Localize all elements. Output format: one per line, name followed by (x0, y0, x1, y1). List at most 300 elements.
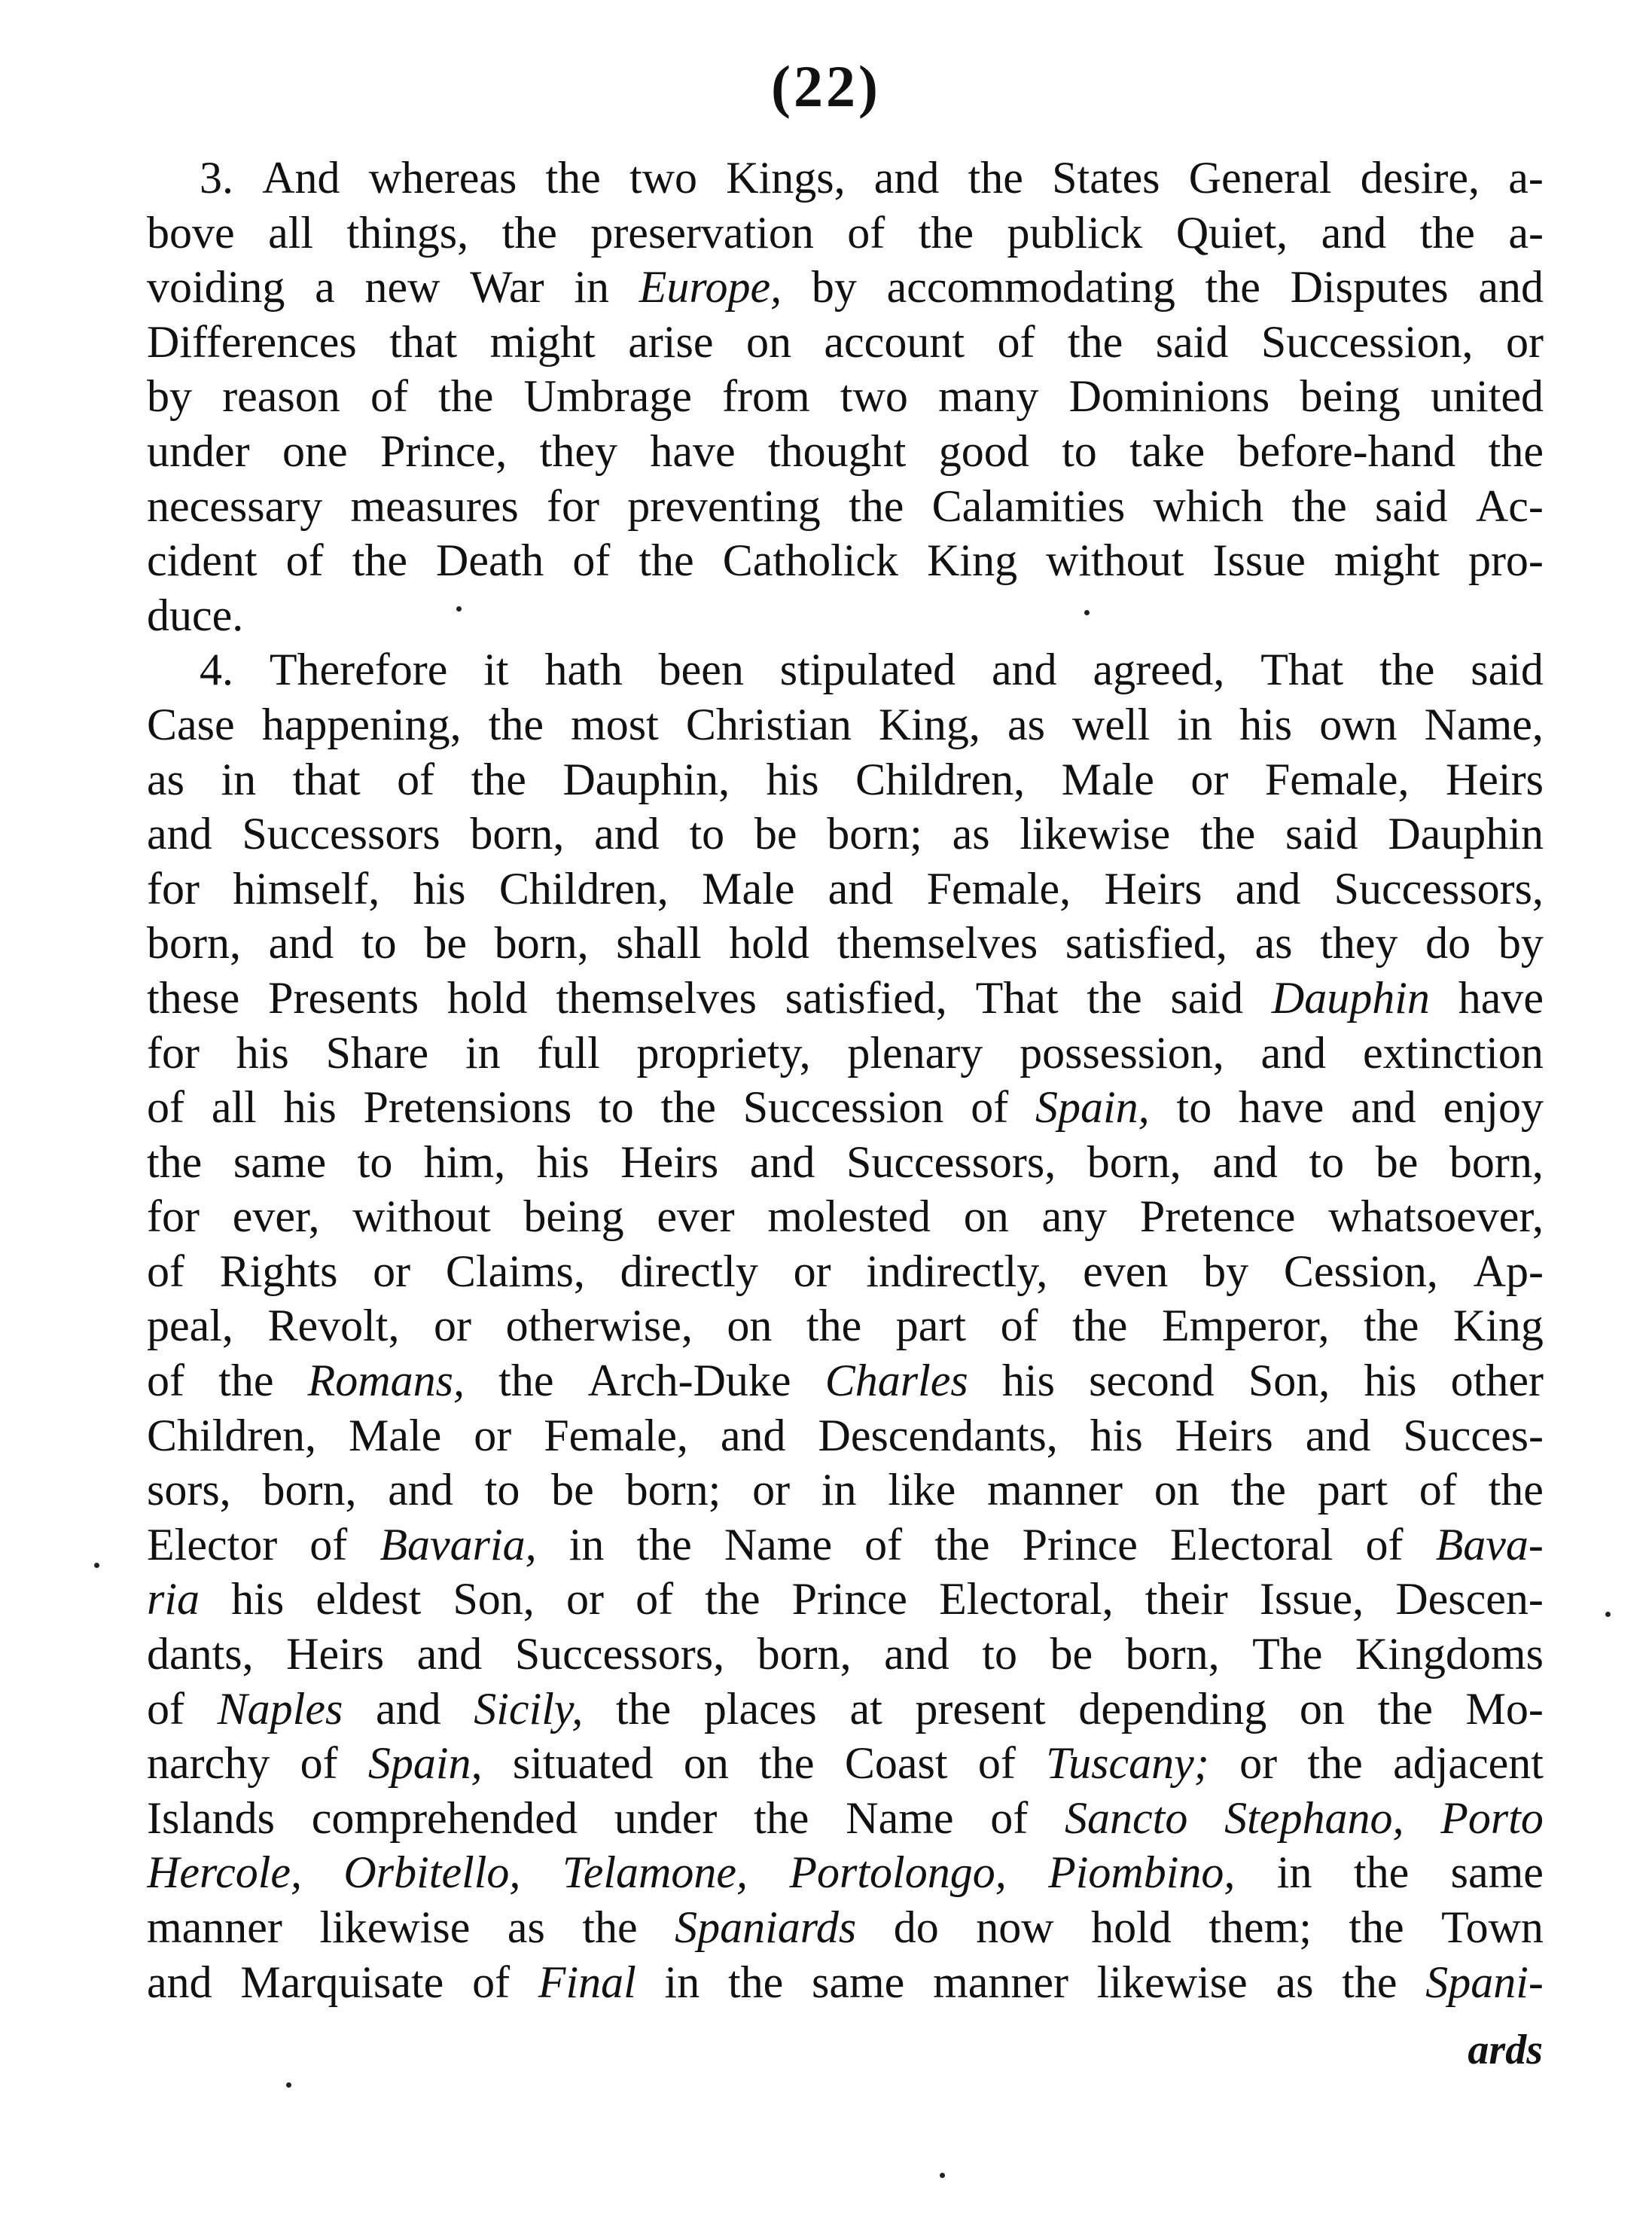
text-line (147, 1955, 1544, 2010)
word: as (507, 1902, 545, 1952)
word: good (938, 426, 1029, 476)
word: War (470, 262, 544, 313)
word: the (1364, 1301, 1419, 1351)
word: Mo- (1465, 1683, 1544, 1734)
word: for (147, 1191, 200, 1242)
word: Arch-Duke (587, 1356, 791, 1406)
word: have (1458, 972, 1544, 1023)
word: General (1188, 153, 1332, 203)
word: Pretence (1139, 1191, 1296, 1242)
word: the (1488, 1465, 1544, 1515)
word: Succession, (1260, 316, 1474, 367)
word: accommodating (886, 262, 1175, 313)
word: and (594, 809, 660, 859)
word: Spaniards (675, 1902, 857, 1952)
word: and (268, 918, 334, 969)
text-line (147, 315, 1544, 370)
word: ria (147, 1574, 200, 1624)
word: the (615, 1683, 672, 1734)
word: the (636, 1519, 692, 1570)
word: two (629, 153, 698, 203)
word: Successors (242, 809, 440, 859)
word: take (1129, 426, 1205, 476)
word: and (1351, 1082, 1416, 1133)
text-line (147, 862, 1544, 917)
word: whatsoever, (1328, 1191, 1544, 1242)
text-line (147, 1572, 1544, 1627)
word: places (703, 1683, 817, 1734)
word: Successors, (846, 1136, 1056, 1187)
word: of (977, 1738, 1016, 1789)
word: a- (1508, 207, 1544, 258)
word: to (982, 1629, 1017, 1679)
word: the (705, 1574, 760, 1624)
word: preservation (590, 207, 814, 258)
word: his (413, 863, 466, 914)
word: them; (1209, 1902, 1312, 1952)
word: that (389, 316, 458, 367)
word: Spani- (1425, 1957, 1544, 2007)
word: Heirs (1104, 863, 1202, 914)
word: Hercole, (147, 1847, 303, 1898)
print-speck (94, 1563, 99, 1568)
word: voiding (147, 262, 285, 313)
word: the (1291, 480, 1347, 531)
word: and (147, 1957, 212, 2007)
word: on (963, 1191, 1009, 1242)
print-speck (1084, 610, 1090, 615)
word: Male (348, 1410, 442, 1460)
word: situated (512, 1738, 654, 1789)
word: of (971, 1082, 1009, 1133)
text-line (147, 206, 1544, 261)
text-line (147, 1135, 1544, 1190)
word: Rights (219, 1246, 338, 1296)
word: that (292, 754, 361, 804)
word: Spain, (367, 1738, 483, 1789)
word: him, (423, 1136, 506, 1187)
word: under (614, 1792, 718, 1843)
word: And (262, 153, 340, 203)
word: Calamities (931, 480, 1126, 531)
text-line (147, 1408, 1544, 1463)
word: or (565, 1574, 604, 1624)
word: manner (987, 1465, 1123, 1515)
word: of (147, 1683, 184, 1734)
word: the (352, 535, 407, 586)
word: all (211, 1082, 257, 1133)
word: depending (1078, 1683, 1267, 1734)
word: Dominions (1068, 371, 1270, 422)
word: many (938, 371, 1039, 422)
word: Orbitello, (343, 1847, 521, 1898)
word: of (572, 535, 611, 586)
word: Cession, (1283, 1246, 1438, 1296)
word: of (472, 1957, 511, 2007)
word: Heirs (1445, 754, 1544, 804)
word: Successors, (514, 1629, 725, 1679)
word: in (574, 262, 609, 313)
word: one (282, 426, 348, 476)
word: of (990, 1792, 1029, 1843)
word: Kings, (726, 153, 846, 203)
word: the (147, 1136, 203, 1187)
word: born, (494, 918, 589, 969)
word: Quiet, (1175, 207, 1288, 258)
word: Town (1441, 1902, 1544, 1952)
word: Revolt, (267, 1301, 400, 1351)
word: hold (1091, 1902, 1172, 1952)
word: satisfied, (1065, 918, 1227, 969)
word: himself, (233, 863, 380, 914)
word: or (752, 1465, 791, 1515)
word: second (1089, 1356, 1215, 1406)
word: molested (767, 1191, 931, 1242)
word: present (915, 1683, 1046, 1734)
text-line (147, 1298, 1544, 1353)
word: and (1305, 1410, 1371, 1460)
word: and (828, 863, 894, 914)
word: of (147, 1356, 184, 1406)
word: for (147, 863, 200, 914)
word: the (660, 1082, 716, 1133)
word: without (1046, 535, 1184, 586)
text-line (147, 1627, 1544, 1682)
word: same (812, 1957, 905, 2007)
word: Presents (268, 972, 419, 1023)
word: the (218, 1356, 274, 1406)
word: Final (538, 1957, 636, 2007)
word: by (1203, 1246, 1249, 1296)
word: and (1321, 207, 1387, 258)
word: indirectly, (866, 1246, 1048, 1296)
word: been (658, 645, 744, 695)
word: pro- (1468, 535, 1544, 586)
word: born, (1449, 1136, 1544, 1187)
word: any (1041, 1191, 1108, 1242)
word: Name (846, 1792, 954, 1843)
word: they (539, 426, 617, 476)
word: at (849, 1683, 882, 1734)
word: united (1430, 371, 1544, 422)
word: likewise (319, 1902, 471, 1952)
word: or (1190, 754, 1229, 804)
word: said (1170, 972, 1244, 1023)
word: ever, (232, 1191, 320, 1242)
word: the (934, 1519, 990, 1570)
word: likewise (1096, 1957, 1248, 2007)
text-line (147, 1189, 1544, 1244)
word: to (1062, 426, 1097, 476)
word: his (283, 1082, 337, 1133)
text-line (147, 1736, 1544, 1791)
word: in (221, 754, 257, 804)
word: his (236, 1027, 289, 1078)
word: on (1154, 1465, 1199, 1515)
word: measures (350, 480, 519, 531)
word: possession, (1020, 1027, 1224, 1078)
word: as (1007, 699, 1045, 749)
word: Succes- (1403, 1410, 1544, 1460)
word: without (352, 1191, 491, 1242)
word: Claims, (445, 1246, 585, 1296)
word: Coast (844, 1738, 948, 1789)
word: now (976, 1902, 1054, 1952)
word: the (968, 153, 1023, 203)
word: the (471, 754, 526, 804)
word: Issue (1212, 535, 1306, 586)
word: Pretensions (363, 1082, 572, 1133)
word: or (1239, 1738, 1278, 1789)
word: to (361, 918, 397, 969)
word: from (722, 371, 810, 422)
word: born; (625, 1465, 721, 1515)
word: his (1090, 1410, 1143, 1460)
word: the (1205, 262, 1260, 313)
text-line (147, 752, 1544, 807)
word: Disputes (1290, 262, 1449, 313)
word: of (1000, 1301, 1038, 1351)
word: cident (147, 535, 258, 586)
word: the (754, 1792, 809, 1843)
word: his (231, 1574, 285, 1624)
word: like (888, 1465, 956, 1515)
word: the (1230, 1465, 1286, 1515)
word: born, (147, 918, 241, 969)
word: new (364, 262, 440, 313)
word: Stephano, (1224, 1792, 1404, 1843)
text-line (147, 971, 1544, 1026)
word: born, (757, 1629, 852, 1679)
word: part (1317, 1465, 1388, 1515)
text-line (147, 1080, 1544, 1135)
text-line (147, 260, 1544, 315)
word: do (1425, 918, 1471, 969)
text-line (147, 588, 1544, 643)
word: same (1450, 1847, 1544, 1898)
word: Europe, (639, 262, 782, 313)
word: comprehended (311, 1792, 578, 1843)
word: Spain, (1035, 1082, 1150, 1133)
word: Piombino, (1048, 1847, 1236, 1898)
word: enjoy (1443, 1082, 1544, 1133)
word: ever (657, 1191, 735, 1242)
word: to (1309, 1136, 1345, 1187)
word: The (1252, 1629, 1323, 1679)
word: and (1478, 262, 1544, 313)
text-line (147, 642, 1544, 697)
text-line (147, 1791, 1544, 1846)
word: Naples (217, 1683, 343, 1734)
word: the (727, 1957, 784, 2007)
word: two (840, 371, 908, 422)
word: of (1365, 1519, 1404, 1570)
word: and (720, 1410, 786, 1460)
word: Heirs (1175, 1410, 1273, 1460)
word: as (952, 809, 990, 859)
word: desire, (1360, 153, 1480, 203)
text-line (147, 1353, 1544, 1408)
word: the (582, 1902, 638, 1952)
word: the (1087, 972, 1142, 1023)
word: King (1452, 1301, 1544, 1351)
word: Son, (1248, 1356, 1330, 1406)
word: Differences (147, 316, 357, 367)
word: peal, (147, 1301, 233, 1351)
word: born; (827, 809, 922, 859)
word: directly (620, 1246, 758, 1296)
word: bove (147, 207, 235, 258)
word: the (759, 1738, 815, 1789)
word: Female, (1264, 754, 1410, 804)
word: most (571, 699, 659, 749)
word: of (397, 754, 435, 804)
word: preventing (627, 480, 821, 531)
word: on (1299, 1683, 1345, 1734)
page-number: (22) (771, 53, 881, 119)
word: Umbrage (523, 371, 692, 422)
word: in (821, 1465, 857, 1515)
word: by (147, 371, 192, 422)
word: Tuscany; (1046, 1738, 1209, 1789)
word: in (568, 1519, 605, 1570)
word: said (1471, 645, 1544, 695)
word: Sancto (1065, 1792, 1188, 1843)
word: said (1155, 316, 1229, 367)
word: Dauphin (1271, 972, 1430, 1023)
word: his (766, 754, 819, 804)
word: hath (544, 645, 623, 695)
word: his (1364, 1356, 1417, 1406)
word: of (997, 316, 1035, 367)
word: be (754, 809, 797, 859)
word: the (501, 207, 557, 258)
word: of (370, 371, 408, 422)
word: Telamone, (562, 1847, 748, 1898)
word: even (1083, 1246, 1169, 1296)
word: to (484, 1465, 520, 1515)
word: well (1072, 699, 1151, 749)
word: part (895, 1301, 967, 1351)
word: as (1276, 1957, 1314, 2007)
word: necessary (147, 480, 323, 531)
word: Catholick (722, 535, 899, 586)
word: Bava- (1435, 1519, 1544, 1570)
word: and (147, 809, 212, 859)
word: other (1450, 1356, 1544, 1406)
word: Kingdoms (1355, 1629, 1544, 1679)
word: the (849, 480, 904, 531)
word: or (474, 1410, 512, 1460)
word: and (1212, 1136, 1278, 1187)
word: That (975, 972, 1059, 1023)
word: of (309, 1519, 348, 1570)
word: and (884, 1629, 949, 1679)
word: or (434, 1301, 472, 1351)
word: Death (436, 535, 544, 586)
word: things, (346, 207, 469, 258)
word: be (551, 1465, 594, 1515)
word: the (1199, 809, 1256, 859)
word: Female, (926, 863, 1071, 914)
word: eldest (315, 1574, 422, 1624)
word: these (147, 972, 240, 1023)
word: the (918, 207, 974, 258)
word: publick (1007, 207, 1143, 258)
word: born, (262, 1465, 357, 1515)
word: have (1239, 1082, 1324, 1133)
word: Therefore (269, 645, 448, 695)
text-line (147, 1244, 1544, 1299)
word: full (537, 1027, 600, 1078)
word: the (1377, 1683, 1433, 1734)
word: the (1307, 1738, 1363, 1789)
word: agreed, (1093, 645, 1225, 695)
word: the (1072, 1301, 1128, 1351)
word: Heirs (620, 1136, 719, 1187)
word: Marquisate (240, 1957, 444, 2007)
word: the (1488, 426, 1544, 476)
word: the (438, 371, 494, 422)
text-line (147, 697, 1544, 752)
word: Descen- (1395, 1574, 1544, 1624)
word: and (375, 1683, 441, 1734)
word: Ap- (1473, 1246, 1544, 1296)
word: Heirs (286, 1629, 385, 1679)
word: and (749, 1136, 815, 1187)
word: the (1342, 1957, 1397, 2007)
word: before-hand (1237, 426, 1456, 476)
word: or (373, 1246, 411, 1296)
word: to (357, 1136, 393, 1187)
word: of (1419, 1465, 1457, 1515)
text-line (147, 916, 1544, 971)
word: or (793, 1246, 831, 1296)
word: by (811, 262, 857, 313)
word: the (1349, 1902, 1404, 1952)
text-line (147, 151, 1544, 206)
word: Christian (685, 699, 852, 749)
word: have (650, 426, 736, 476)
word: Romans, (307, 1356, 465, 1406)
word: the (1353, 1847, 1410, 1898)
word: Elector (147, 1519, 278, 1570)
word: of (847, 207, 885, 258)
word: in (1276, 1847, 1312, 1898)
word: they (1320, 918, 1398, 969)
word: duce. (147, 590, 244, 640)
word: Ac- (1475, 480, 1544, 531)
print-speck (940, 2173, 945, 2178)
text-line (147, 1026, 1544, 1081)
text-line (147, 369, 1544, 424)
word: stipulated (779, 645, 956, 695)
word: thought (768, 426, 907, 476)
word: said (1285, 809, 1358, 859)
word: it (483, 645, 509, 695)
text-line (147, 1463, 1544, 1518)
word: under (147, 426, 250, 476)
word: on (745, 316, 791, 367)
word: which (1153, 480, 1264, 531)
word: and (991, 645, 1057, 695)
word: be (1375, 1136, 1419, 1187)
text-line (147, 533, 1544, 588)
word: Share (325, 1027, 429, 1078)
word: Electoral, (939, 1574, 1114, 1624)
word: Successors, (1333, 863, 1544, 914)
word: the (498, 1356, 554, 1406)
